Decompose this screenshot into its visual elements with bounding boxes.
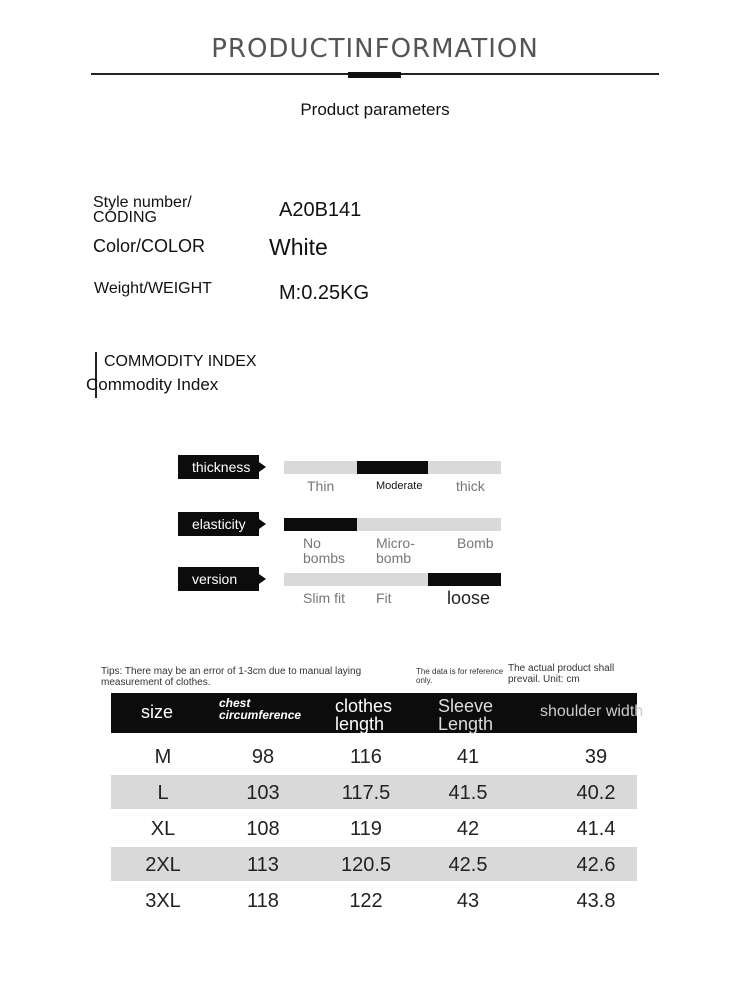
table-cell: 43 <box>456 890 480 912</box>
scale-segment-thickness-1 <box>284 461 357 474</box>
table-cell: M <box>154 746 172 768</box>
table-cell: 42 <box>456 818 480 840</box>
scale-option-elasticity-1: No bombs <box>303 535 346 566</box>
table-cell: 39 <box>584 746 608 768</box>
size-table-header-cell: size <box>141 702 174 722</box>
param-value-weight: M:0.25KG <box>279 282 370 304</box>
param-label-style-number: Style number/ CODING <box>93 194 192 226</box>
scale-option-thickness-2: Moderate <box>376 480 423 492</box>
scale-option-elasticity-2: Micro- bomb <box>376 535 415 566</box>
scale-option-version-2: Fit <box>376 590 392 606</box>
table-cell: 2XL <box>145 854 181 876</box>
index-tag-elasticity: elasticity <box>178 512 259 536</box>
section-subtitle: Product parameters <box>300 100 450 119</box>
arrow-icon <box>259 574 266 584</box>
index-tag-version: version <box>178 567 259 591</box>
table-cell: 42.5 <box>448 854 488 876</box>
size-table-header-cell: shoulder width <box>540 703 644 720</box>
tip-text: Tips: There may be an error of 1-3cm due to manual laying measurement of clothes. <box>101 666 362 688</box>
arrow-icon <box>259 519 266 529</box>
param-label-weight: Weight/WEIGHT <box>94 280 212 297</box>
tip-reference: The data is for reference only. <box>416 667 504 685</box>
table-cell: 108 <box>246 818 280 840</box>
table-cell: 41 <box>456 746 480 768</box>
scale-segment-version-1 <box>284 573 357 586</box>
tip-unit: The actual product shall prevail. Unit: cm <box>508 663 615 685</box>
title-divider-accent <box>348 72 401 78</box>
table-cell: 119 <box>350 818 382 840</box>
table-cell: 98 <box>251 746 275 768</box>
scale-option-thickness-1: Thin <box>307 478 335 494</box>
scale-segment-elasticity-1 <box>284 518 357 531</box>
scale-option-version-1: Slim fit <box>303 590 345 606</box>
param-value-style-number: A20B141 <box>279 199 362 221</box>
table-cell: 3XL <box>145 890 181 912</box>
table-cell: 42.6 <box>576 854 616 876</box>
table-cell: 40.2 <box>576 782 616 804</box>
table-cell: 113 <box>247 854 279 876</box>
scale-segment-elasticity-2 <box>357 518 428 531</box>
table-cell: L <box>157 782 169 804</box>
table-cell: 118 <box>247 890 279 912</box>
table-cell: 41.5 <box>448 782 488 804</box>
param-label-color: Color/COLOR <box>93 236 206 256</box>
size-table-header-cell: clothes length <box>335 696 393 734</box>
page-title: PRODUCTINFORMATION <box>211 34 539 64</box>
scale-option-version-3: loose <box>447 588 491 608</box>
table-cell: XL <box>150 818 176 840</box>
table-cell: 116 <box>350 746 382 768</box>
table-cell: 41.4 <box>576 818 616 840</box>
param-value-color: White <box>269 234 328 260</box>
commodity-index-subtitle: Commodity Index <box>86 375 219 394</box>
index-tag-thickness: thickness <box>178 455 259 479</box>
table-cell: 117.5 <box>341 782 391 804</box>
table-cell: 103 <box>246 782 280 804</box>
scale-option-thickness-3: thick <box>456 478 485 494</box>
table-cell: 43.8 <box>576 890 616 912</box>
scale-segment-elasticity-3 <box>428 518 501 531</box>
arrow-icon <box>259 462 266 472</box>
size-table-header-cell: chest circumference <box>219 696 302 722</box>
scale-option-elasticity-3: Bomb <box>457 535 494 551</box>
scale-segment-version-3 <box>428 573 501 586</box>
size-table-header-cell: Sleeve Length <box>438 696 494 734</box>
commodity-index-title: COMMODITY INDEX <box>104 353 257 370</box>
scale-segment-thickness-3 <box>428 461 501 474</box>
scale-segment-thickness-2 <box>357 461 428 474</box>
table-cell: 120.5 <box>340 854 392 876</box>
table-cell: 122 <box>349 890 383 912</box>
scale-segment-version-2 <box>357 573 428 586</box>
